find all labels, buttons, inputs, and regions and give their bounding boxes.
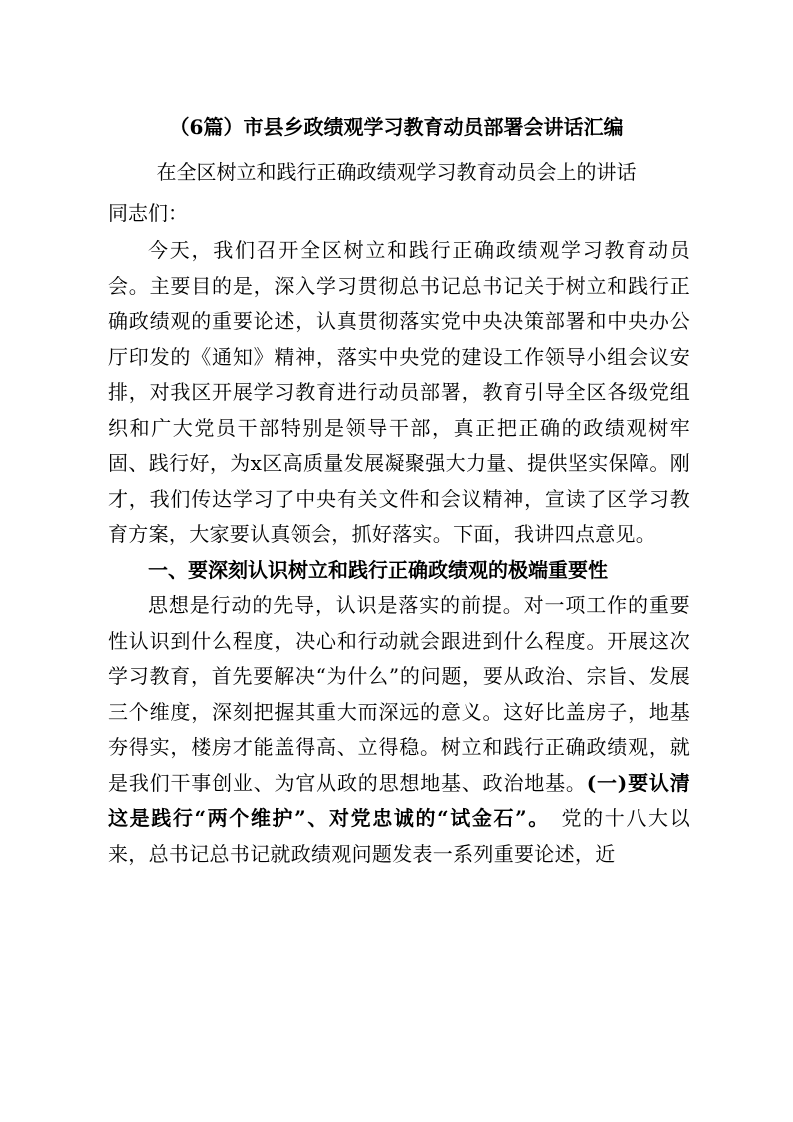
document-body bbox=[108, 233, 690, 872]
subsection-heading-1: (一)要认清这是践行“两个维护”、对党忠诚的“试金石”。 bbox=[108, 770, 690, 830]
section-1-paragraph bbox=[108, 588, 690, 872]
speech-subtitle: 在全区树立和践行正确政绩观学习教育动员会上的讲话 bbox=[156, 160, 637, 184]
section-1-paragraph-text: 思想是行动的先导，认识是落实的前提。对一项工作的重要性认识到什么程度，决心和行动就会跟进到什么程度。开展这次学习教育，首先要解决“为什么”的问题，要从政治、宗旨、发展三个维度，深刻把握其重大而深远的意义。这好比盖房子，地基夯得实，楼房才能盖得高、立得稳。树立和践行正确政绩观，就是我们干事创业、为官从政的思想地基、政治地基。 bbox=[108, 593, 690, 795]
section-1-paragraph-tail: 党的十八大以来，总书记总书记就政绩观问题发表一系列重要论述，近 bbox=[108, 806, 690, 866]
section-heading-1: 一、要深刻认识树立和践行正确政绩观的极端重要性 bbox=[148, 557, 608, 582]
salutation: 同志们： bbox=[108, 201, 188, 225]
opening-paragraph: 今天，我们召开全区树立和践行正确政绩观学习教育动员会。主要目的是，深入学习贯彻总书记总书记关于树立和践行正确政绩观的重要论述，认真贯彻落实党中央决策部署和中央办公厅印发的《通知》精神，落实中央党的建设工作领导小组会议安排，对我区开展学习教育进行动员部署，教育引导全区各级党组织和广大党员干部特别是领导干部，真正把正确的政绩观树牢固、践行好，为x区高质量发展凝聚强大力量、提供坚实保障。刚才，我们传达学习了中央有关文件和会议精神，宣读了区学习教育方案，大家要认真领会，抓好落实。下面，我讲四点意见。 bbox=[108, 238, 690, 546]
document-title: （6篇）市县乡政绩观学习教育动员部署会讲话汇编 bbox=[169, 115, 624, 139]
